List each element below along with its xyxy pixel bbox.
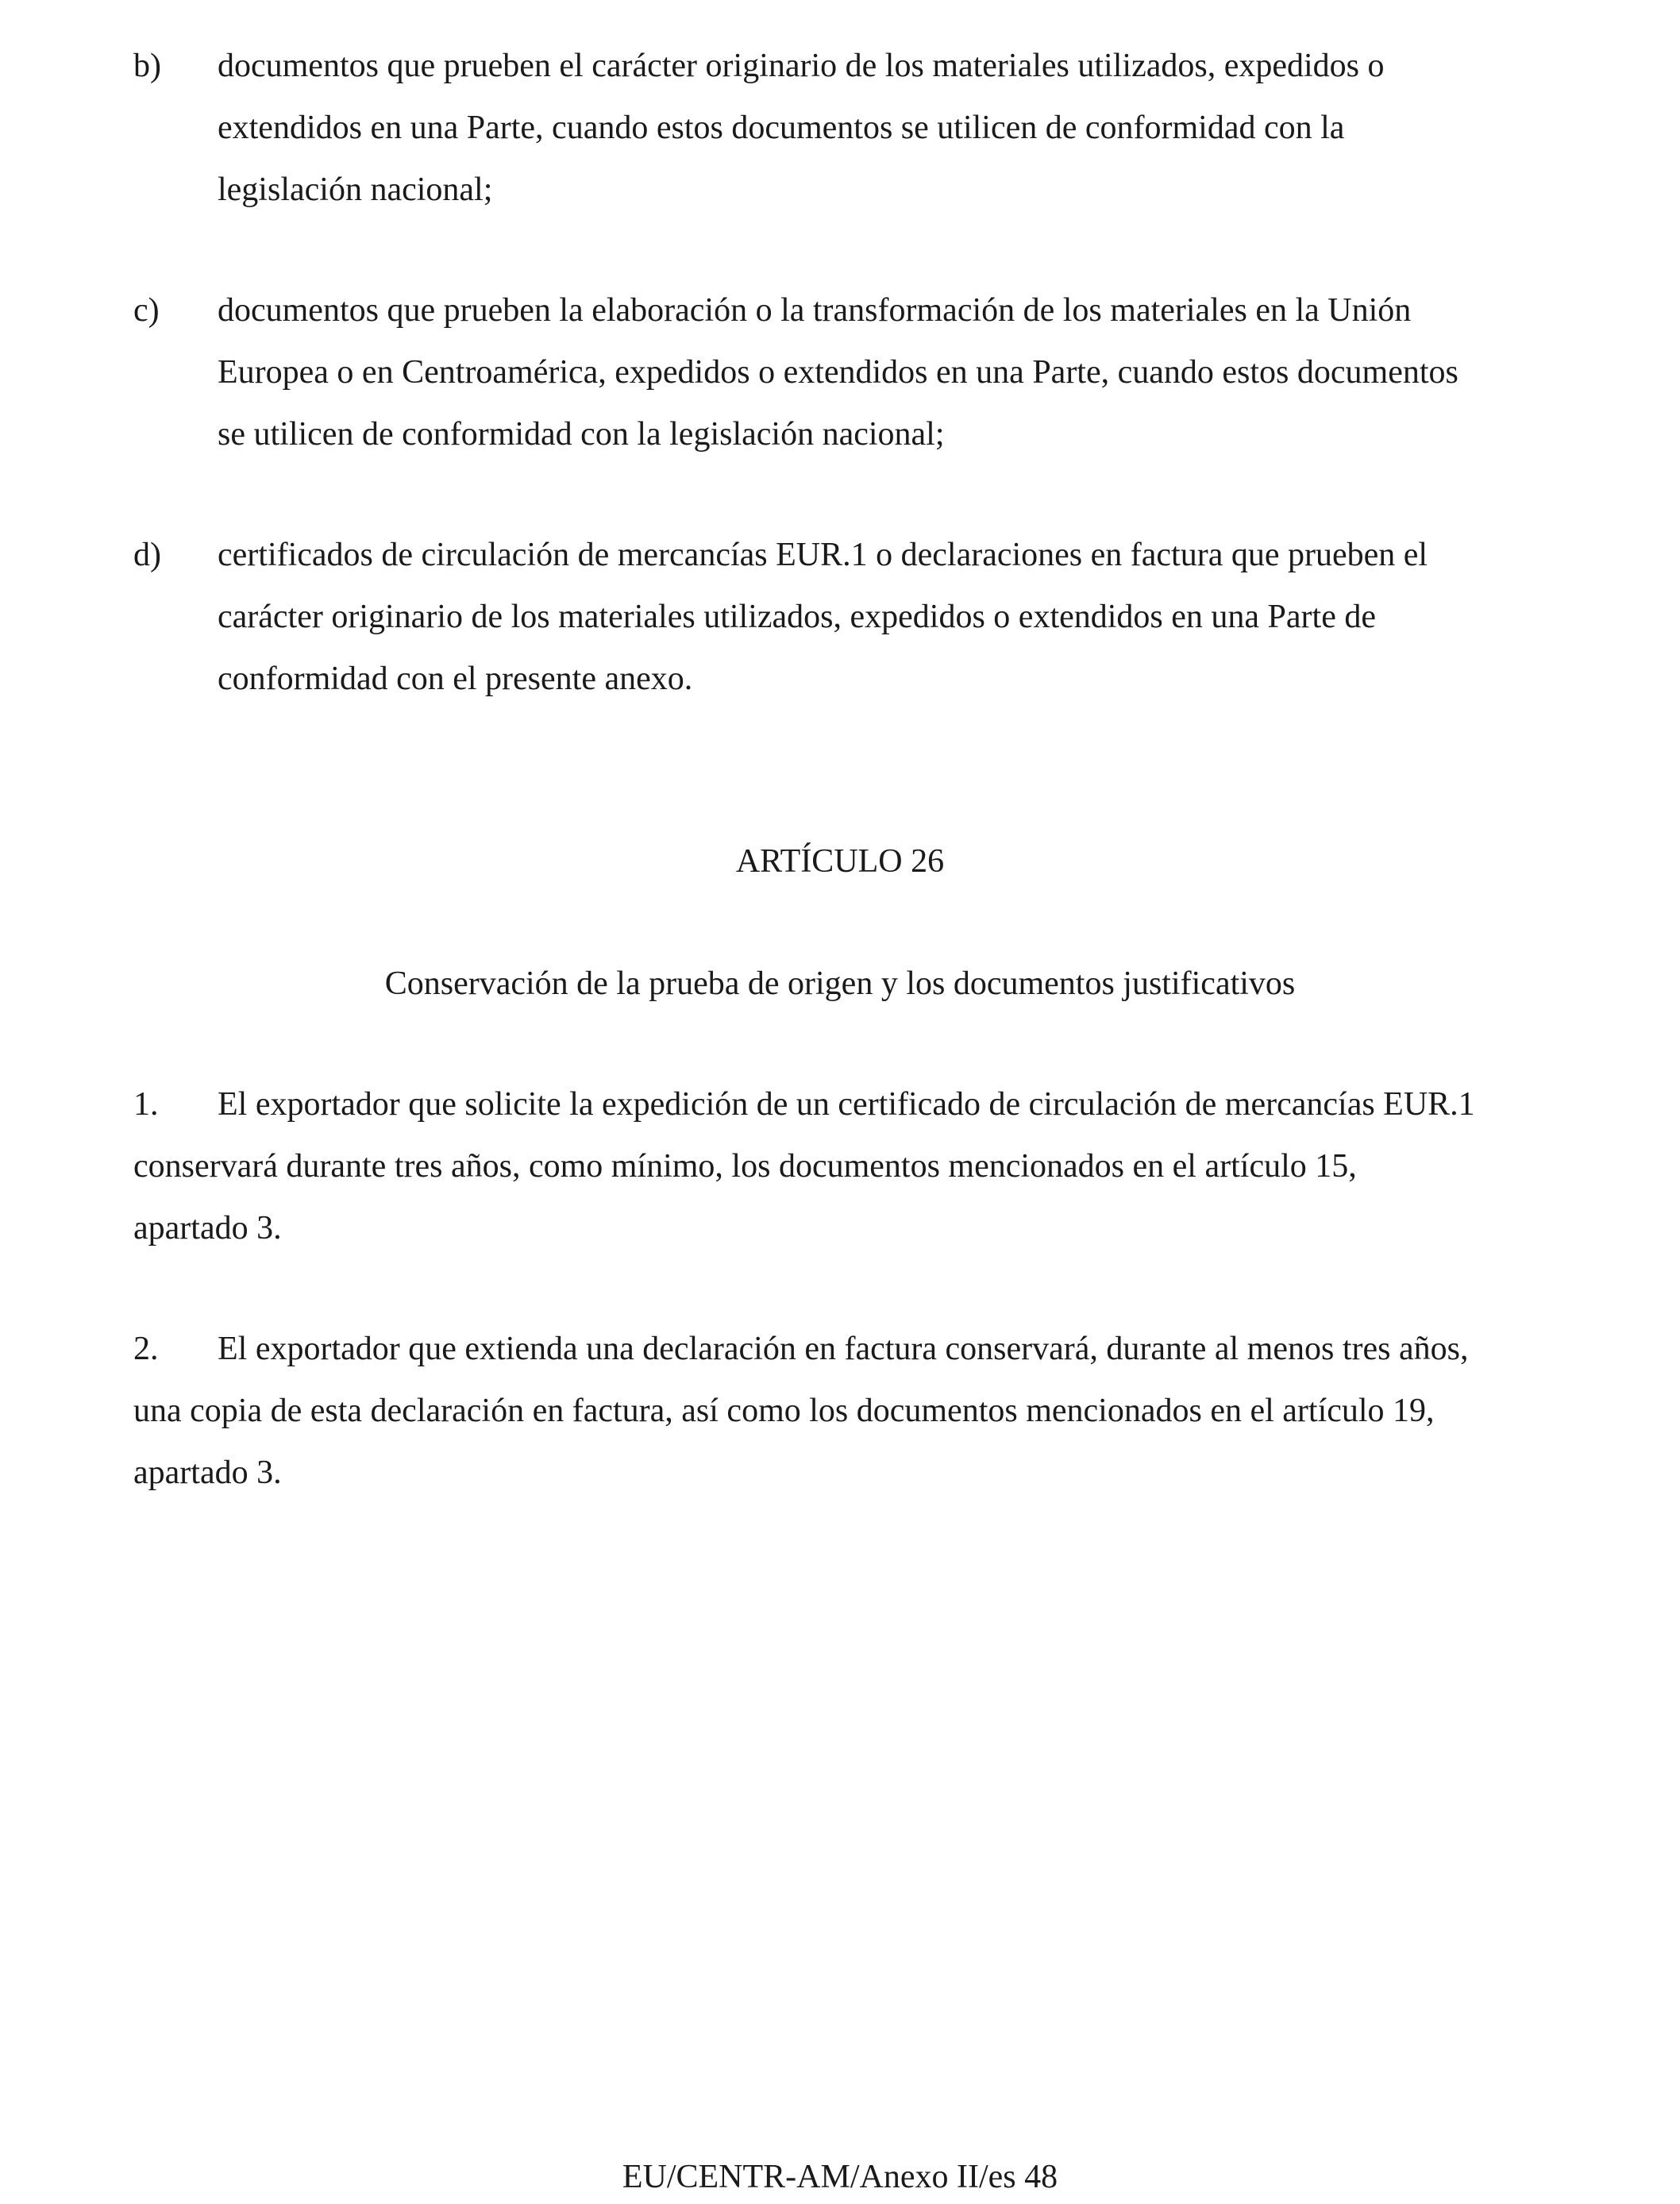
list-item-letter: d) (133, 537, 161, 573)
list-item-line: conformidad con el presente anexo. (218, 661, 693, 697)
paragraph-line: apartado 3. (133, 1210, 282, 1246)
page-footer: EU/CENTR-AM/Anexo II/es 48 (622, 2159, 1058, 2195)
list-item-line: carácter originario de los materiales utilizados, expedidos o extendidos en una Parte de (218, 599, 1376, 635)
list-item-c (133, 279, 1578, 465)
paragraph-number: 1. (133, 1086, 159, 1123)
list-item-line: extendidos en una Parte, cuando estos documentos se utilicen de conformidad con la (218, 110, 1345, 146)
paragraph-line: El exportador que solicite la expedición de un certificado de circulación de mercancías EUR.1 (218, 1086, 1475, 1123)
list-item-line: documentos que prueben la elaboración o la transformación de los materiales en la Unión (218, 292, 1412, 329)
paragraph-line: apartado 3. (133, 1455, 282, 1491)
list-item-letter: c) (133, 292, 160, 329)
list-item-line: certificados de circulación de mercancías EUR.1 o declaraciones en factura que prueben el (218, 537, 1428, 573)
paragraph-line: conservará durante tres años, como mínimo, los documentos mencionados en el artículo 15, (133, 1148, 1357, 1185)
paragraph-2 (133, 1318, 1578, 1504)
list-item-line: documentos que prueben el carácter originario de los materiales utilizados, expedidos o (218, 48, 1385, 84)
list-item-line: se utilicen de conformidad con la legislación nacional; (218, 416, 945, 453)
list-item-line: legislación nacional; (218, 171, 493, 208)
paragraph-line: una copia de esta declaración en factura, así como los documentos mencionados en el artículo 19, (133, 1393, 1435, 1429)
paragraph-1 (133, 1073, 1578, 1259)
list-item-d (133, 524, 1578, 710)
article-number: ARTÍCULO 26 (735, 843, 945, 880)
paragraph-number: 2. (133, 1331, 159, 1367)
article-title: Conservación de la prueba de origen y los documentos justificativos (384, 965, 1296, 1002)
paragraph-line: El exportador que extienda una declaración en factura conservará, durante al menos tres años, (218, 1331, 1469, 1367)
list-item-letter: b) (133, 48, 161, 84)
list-item-line: Europea o en Centroamérica, expedidos o extendidos en una Parte, cuando estos documentos (218, 354, 1458, 391)
list-item-b (133, 35, 1578, 221)
